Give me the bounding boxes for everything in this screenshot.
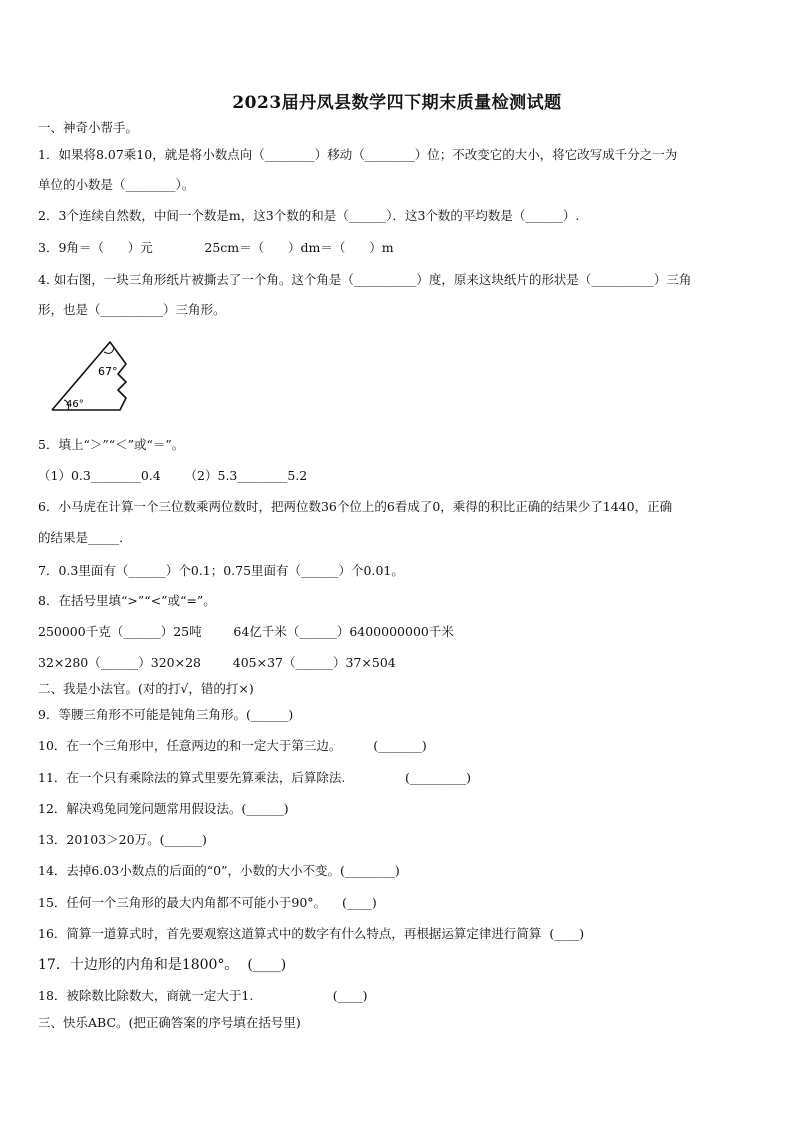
page-title: 2023届丹凤县数学四下期末质量检测试题 (232, 93, 562, 113)
question-15: 15．任何一个三角形的最大内角都不可能小于90°。 (____) (38, 895, 377, 910)
question-7: 7．0.3里面有（______）个0.1；0.75里面有（______）个0.01。 (38, 563, 404, 578)
angle-46-label: 46° (66, 399, 84, 410)
question-12: 12．解决鸡兔同笼问题常用假设法。(______) (38, 801, 289, 816)
question-13: 13．20103＞20万。(______) (38, 832, 207, 847)
angle-67-label: 67° (98, 365, 118, 378)
question-14: 14．去掉6.03小数点的后面的“0”，小数的大小不变。(________) (38, 863, 400, 878)
triangle-drawing (48, 340, 138, 418)
question-8-row-2: 32×280（______）320×28 405×37（______）37×504 (38, 655, 396, 670)
question-3: 3．9角＝（ ）元 25cm＝（ ）dm＝（ ）m (38, 240, 394, 255)
question-1-line-1: 1．如果将8.07乘10，就是将小数点向（________）移动（________）位；不改变它的大小，将它改写成千分之一为 (38, 147, 678, 162)
question-2: 2．3个连续自然数，中间一个数是m，这3个数的和是（______）．这3个数的平均数是（______）. (38, 208, 580, 223)
question-8-row-1: 250000千克（______）25吨 64亿千米（______）6400000000千米 (38, 624, 454, 639)
section-2-heading: 二、我是小法官。(对的打√，错的打×) (38, 681, 254, 696)
question-6-line-1: 6．小马虎在计算一个三位数乘两位数时，把两位数36个位上的6看成了0，乘得的积比正确的结果少了1440，正确 (38, 499, 673, 514)
question-6-line-2: 的结果是_____． (38, 530, 132, 545)
question-17: 17．十边形的内角和是1800°。 (____) (38, 957, 287, 973)
question-18: 18．被除数比除数大，商就一定大于1. (____) (38, 988, 368, 1003)
question-4-line-2: 形，也是（__________）三角形。 (38, 302, 226, 317)
question-8: 8．在括号里填“>”“<”或“=”。 (38, 593, 216, 608)
question-16: 16．简算一道算式时，首先要观察这道算式中的数字有什么特点，再根据运算定律进行简算 (____) (38, 926, 585, 941)
question-1-line-2: 单位的小数是（________）。 (38, 177, 195, 192)
question-10: 10．在一个三角形中，任意两边的和一定大于第三边。 (_______) (38, 738, 427, 753)
question-4-line-1: 4. 如右图，一块三角形纸片被撕去了一个角。这个角是（__________）度，原来这块纸片的形状是（__________）三角 (38, 272, 692, 287)
question-9: 9．等腰三角形不可能是钝角三角形。(______) (38, 707, 294, 722)
question-5-items: （1）0.3________0.4 （2）5.3________5.2 (38, 468, 308, 483)
question-11: 11．在一个只有乘除法的算式里要先算乘法，后算除法. (_________) (38, 770, 471, 785)
torn-triangle-figure (48, 340, 138, 418)
section-3-heading: 三、快乐ABC。(把正确答案的序号填在括号里) (38, 1015, 301, 1030)
question-5: 5．填上“＞”“＜”或“＝”。 (38, 437, 185, 452)
section-1-heading: 一、神奇小帮手。 (38, 120, 139, 135)
